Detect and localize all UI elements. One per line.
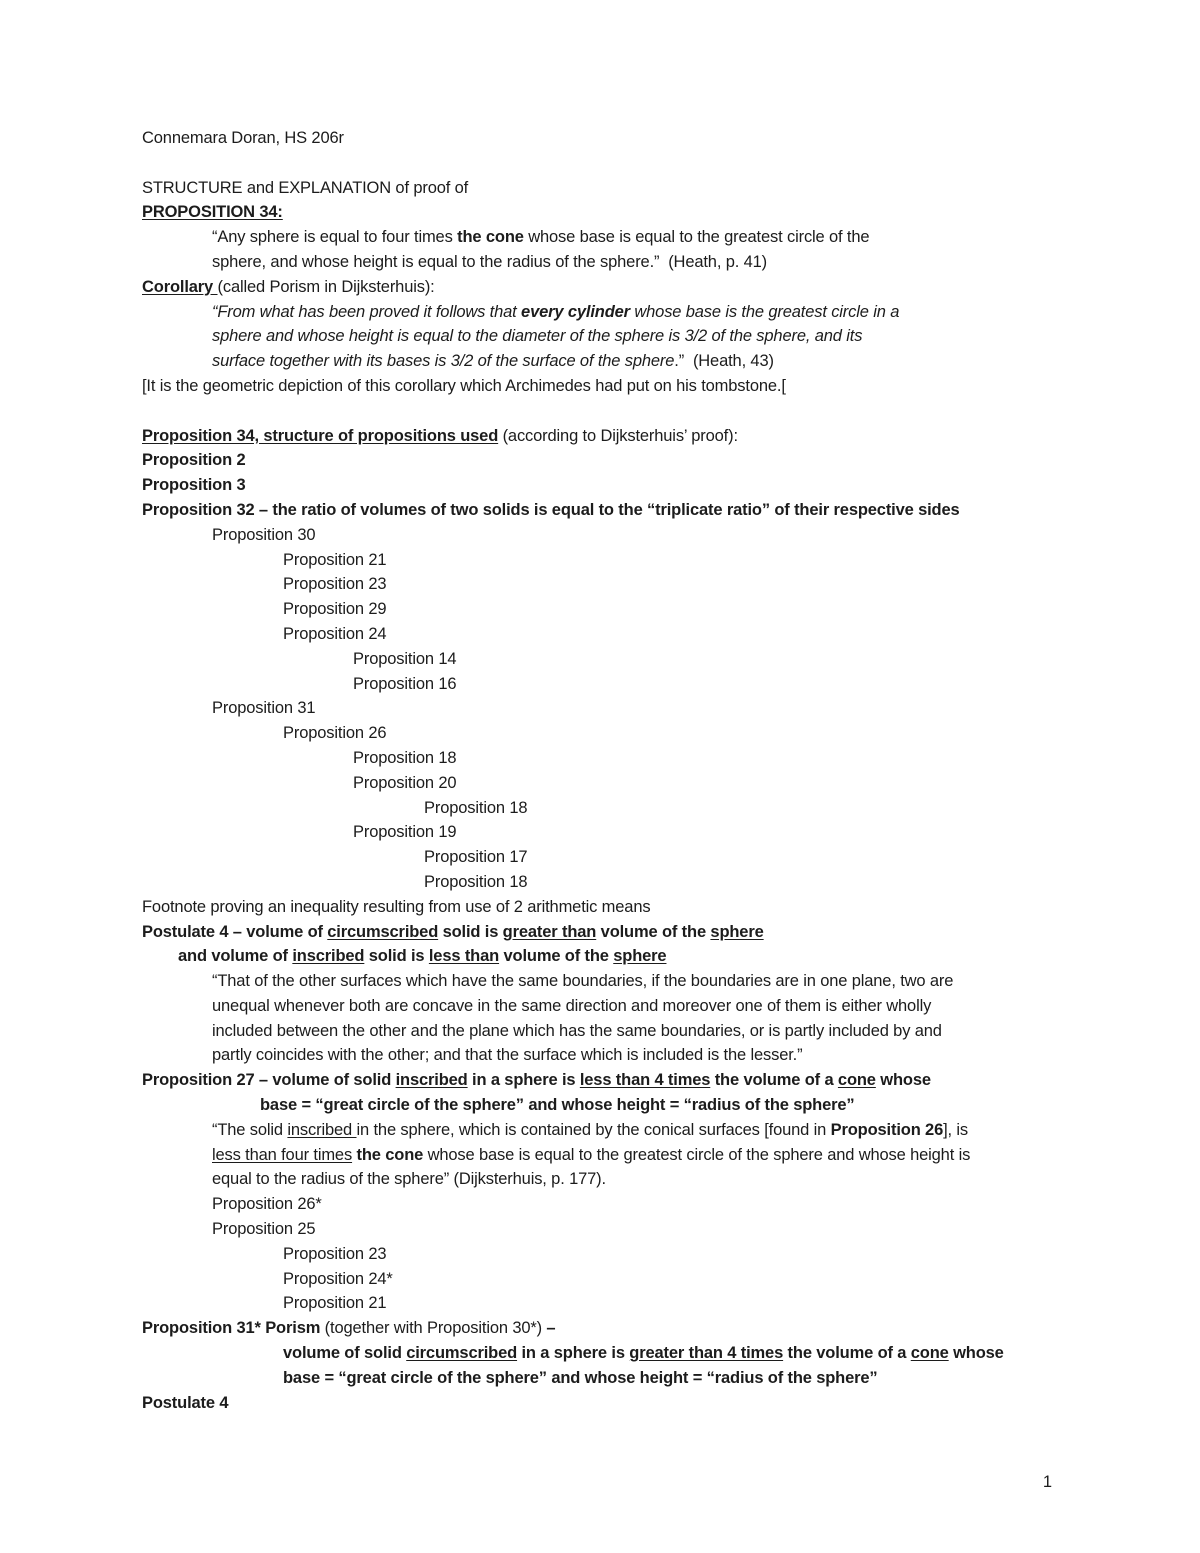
text-segment: less than — [428, 947, 500, 966]
text-segment: the cone — [356, 1145, 424, 1164]
text-segment: in a sphere is — [517, 1344, 630, 1363]
text-segment: Proposition 26 — [283, 724, 387, 743]
text-line — [142, 1366, 1080, 1391]
text-line — [142, 1068, 1080, 1093]
text-segment: Proposition 2 — [142, 451, 246, 470]
text-segment: Proposition 32 – the ratio of volumes of two solids is equal to the “triplicate ratio” of their respective sides — [142, 500, 960, 519]
text-line — [142, 820, 1080, 845]
text-segment: whose base is the greatest circle in a — [629, 302, 900, 321]
text-line — [142, 870, 1080, 895]
text-line — [142, 324, 1080, 349]
text-line — [142, 349, 1080, 374]
text-line — [142, 1019, 1080, 1044]
text-line — [142, 622, 1080, 647]
text-line — [142, 647, 1080, 672]
text-segment: Proposition 25 — [212, 1220, 316, 1239]
text-segment: greater than 4 times — [629, 1344, 784, 1363]
document-body — [142, 126, 1080, 1415]
text-line — [142, 1341, 1080, 1366]
text-segment: less than four times — [212, 1145, 353, 1164]
text-segment: whose base is equal to the greatest circle of the — [523, 228, 870, 247]
text-line — [142, 424, 1080, 449]
text-line — [142, 597, 1080, 622]
text-segment: Proposition 3 — [142, 476, 246, 495]
text-line — [142, 746, 1080, 771]
text-line — [142, 176, 1080, 201]
text-segment: Proposition 18 — [424, 798, 528, 817]
text-segment: whose — [948, 1344, 1004, 1363]
text-segment: Proposition 21 — [283, 1294, 387, 1313]
text-segment: included between the other and the plane which has the same boundaries, or is partly included by and — [212, 1021, 942, 1040]
text-segment: – — [546, 1319, 556, 1338]
text-segment: Proposition 26 — [830, 1120, 944, 1139]
text-segment: Postulate 4 — [142, 1393, 229, 1412]
text-segment: ], is — [943, 1120, 969, 1139]
text-segment: less than 4 times — [579, 1071, 711, 1090]
text-line — [142, 994, 1080, 1019]
text-segment: sphere and whose height is equal to the diameter of the sphere is 3/2 of the sphere, and its — [212, 327, 863, 346]
text-line — [142, 895, 1080, 920]
text-segment: PROPOSITION 34: — [142, 203, 283, 222]
text-segment: Proposition 23 — [283, 575, 387, 594]
text-line — [142, 1242, 1080, 1267]
text-segment: Proposition 16 — [353, 674, 457, 693]
text-segment: in the sphere, which is contained by the conical surfaces [found in — [356, 1120, 831, 1139]
text-segment: sphere — [710, 922, 764, 941]
text-line — [142, 1118, 1080, 1143]
text-line — [142, 1217, 1080, 1242]
text-segment: Proposition 29 — [283, 600, 387, 619]
text-segment: the cone — [457, 228, 524, 247]
text-segment: STRUCTURE and EXPLANATION of proof of — [142, 178, 469, 197]
text-line — [142, 845, 1080, 870]
text-segment: base = “great circle of the sphere” and whose height = “radius of the sphere” — [260, 1096, 855, 1115]
text-segment: (called Porism in Dijksterhuis): — [217, 277, 435, 296]
text-segment: Proposition 31* Porism — [142, 1319, 321, 1338]
text-segment: base = “great circle of the sphere” and whose height = “radius of the sphere” — [283, 1368, 878, 1387]
blank-line — [142, 399, 1080, 424]
text-line — [142, 548, 1080, 573]
text-line — [142, 771, 1080, 796]
text-segment: sphere, and whose height is equal to the radius of the sphere.” (Heath, p. 41) — [212, 252, 767, 271]
text-line — [142, 944, 1080, 969]
text-line — [142, 126, 1080, 151]
text-segment: Connemara Doran, HS 206r — [142, 129, 344, 147]
text-line — [142, 796, 1080, 821]
text-line — [142, 1093, 1080, 1118]
text-segment: volume of the — [596, 922, 711, 941]
text-segment: equal to the radius of the sphere” (Dijksterhuis, p. 177). — [212, 1170, 606, 1189]
text-segment: Proposition 21 — [283, 550, 387, 569]
text-segment: whose — [875, 1071, 931, 1090]
text-segment: “Any sphere is equal to four times — [212, 228, 458, 247]
text-segment: (according to Dijksterhuis’ proof): — [498, 426, 738, 445]
text-line — [142, 300, 1080, 325]
text-segment: inscribed — [287, 1120, 357, 1139]
text-segment: inscribed — [395, 1071, 468, 1090]
text-line — [142, 448, 1080, 473]
text-segment: circumscribed — [327, 922, 439, 941]
text-segment: unequal whenever both are concave in the same direction and moreover one of them is either wholly — [212, 996, 932, 1015]
text-segment: sphere — [613, 947, 667, 966]
text-line — [142, 672, 1080, 697]
text-segment: Corollary — [142, 277, 218, 296]
text-segment: “From what has been proved it follows that — [212, 302, 522, 321]
text-segment: Proposition 34, structure of propositions used — [142, 426, 499, 445]
text-segment: [It is the geometric depiction of this corollary which Archimedes had put on his tombstone.[ — [142, 376, 786, 395]
text-segment: inscribed — [292, 947, 365, 966]
blank-line — [142, 151, 1080, 176]
text-line — [142, 1143, 1080, 1168]
text-segment: surface together with its bases is 3/2 of the surface of the sphere — [212, 352, 675, 371]
text-segment: every cylinder — [521, 302, 630, 321]
text-segment: Proposition 23 — [283, 1244, 387, 1263]
text-segment: .” (Heath, 43) — [674, 352, 774, 371]
text-segment: Proposition 31 — [212, 699, 316, 718]
text-segment: in a sphere is — [467, 1071, 580, 1090]
text-segment: and volume of — [178, 947, 293, 966]
text-segment: the volume of a — [783, 1344, 911, 1363]
text-line — [142, 1291, 1080, 1316]
text-segment: Proposition 18 — [353, 748, 457, 767]
page-number: 1 — [1042, 1473, 1052, 1491]
text-line — [142, 572, 1080, 597]
text-segment: Footnote proving an inequality resulting from use of 2 arithmetic means — [142, 897, 651, 916]
text-segment: Proposition 18 — [424, 872, 528, 891]
text-segment: (together with Proposition 30*) — [320, 1319, 547, 1338]
text-segment: Proposition 27 – volume of solid — [142, 1071, 396, 1090]
text-segment: Proposition 17 — [424, 848, 528, 867]
text-segment: Proposition 24* — [283, 1269, 393, 1288]
text-segment: Postulate 4 – volume of — [142, 922, 328, 941]
text-line — [142, 1043, 1080, 1068]
text-segment: cone — [837, 1071, 876, 1090]
text-segment: the volume of a — [710, 1071, 838, 1090]
text-line — [142, 250, 1080, 275]
text-line — [142, 498, 1080, 523]
text-segment: solid is — [438, 922, 503, 941]
text-line — [142, 1267, 1080, 1292]
text-line — [142, 1391, 1080, 1416]
text-segment: partly coincides with the other; and that the surface which is included is the lesser.” — [212, 1046, 803, 1065]
text-line — [142, 969, 1080, 994]
text-segment: Proposition 30 — [212, 525, 316, 544]
text-segment: cone — [910, 1344, 949, 1363]
text-line — [142, 1192, 1080, 1217]
text-line — [142, 225, 1080, 250]
text-line — [142, 1316, 1080, 1341]
text-segment: greater than — [502, 922, 597, 941]
text-line — [142, 473, 1080, 498]
text-line — [142, 374, 1080, 399]
text-segment: solid is — [364, 947, 429, 966]
text-line — [142, 1167, 1080, 1192]
text-line — [142, 275, 1080, 300]
text-segment: “The solid — [212, 1120, 288, 1139]
text-segment: Proposition 20 — [353, 773, 457, 792]
text-segment: Proposition 26* — [212, 1195, 322, 1214]
text-line — [142, 696, 1080, 721]
text-segment: whose base is equal to the greatest circle of the sphere and whose height is — [423, 1145, 971, 1164]
text-segment: circumscribed — [406, 1344, 518, 1363]
text-segment: volume of the — [499, 947, 614, 966]
text-line — [142, 523, 1080, 548]
text-segment: “That of the other surfaces which have the same boundaries, if the boundaries are in one plane, two are — [212, 972, 954, 991]
text-line — [142, 721, 1080, 746]
text-line — [142, 920, 1080, 945]
text-line — [142, 200, 1080, 225]
text-segment: Proposition 19 — [353, 823, 457, 842]
text-segment: volume of solid — [283, 1344, 407, 1363]
text-segment: Proposition 24 — [283, 624, 387, 643]
text-segment: Proposition 14 — [353, 649, 457, 668]
